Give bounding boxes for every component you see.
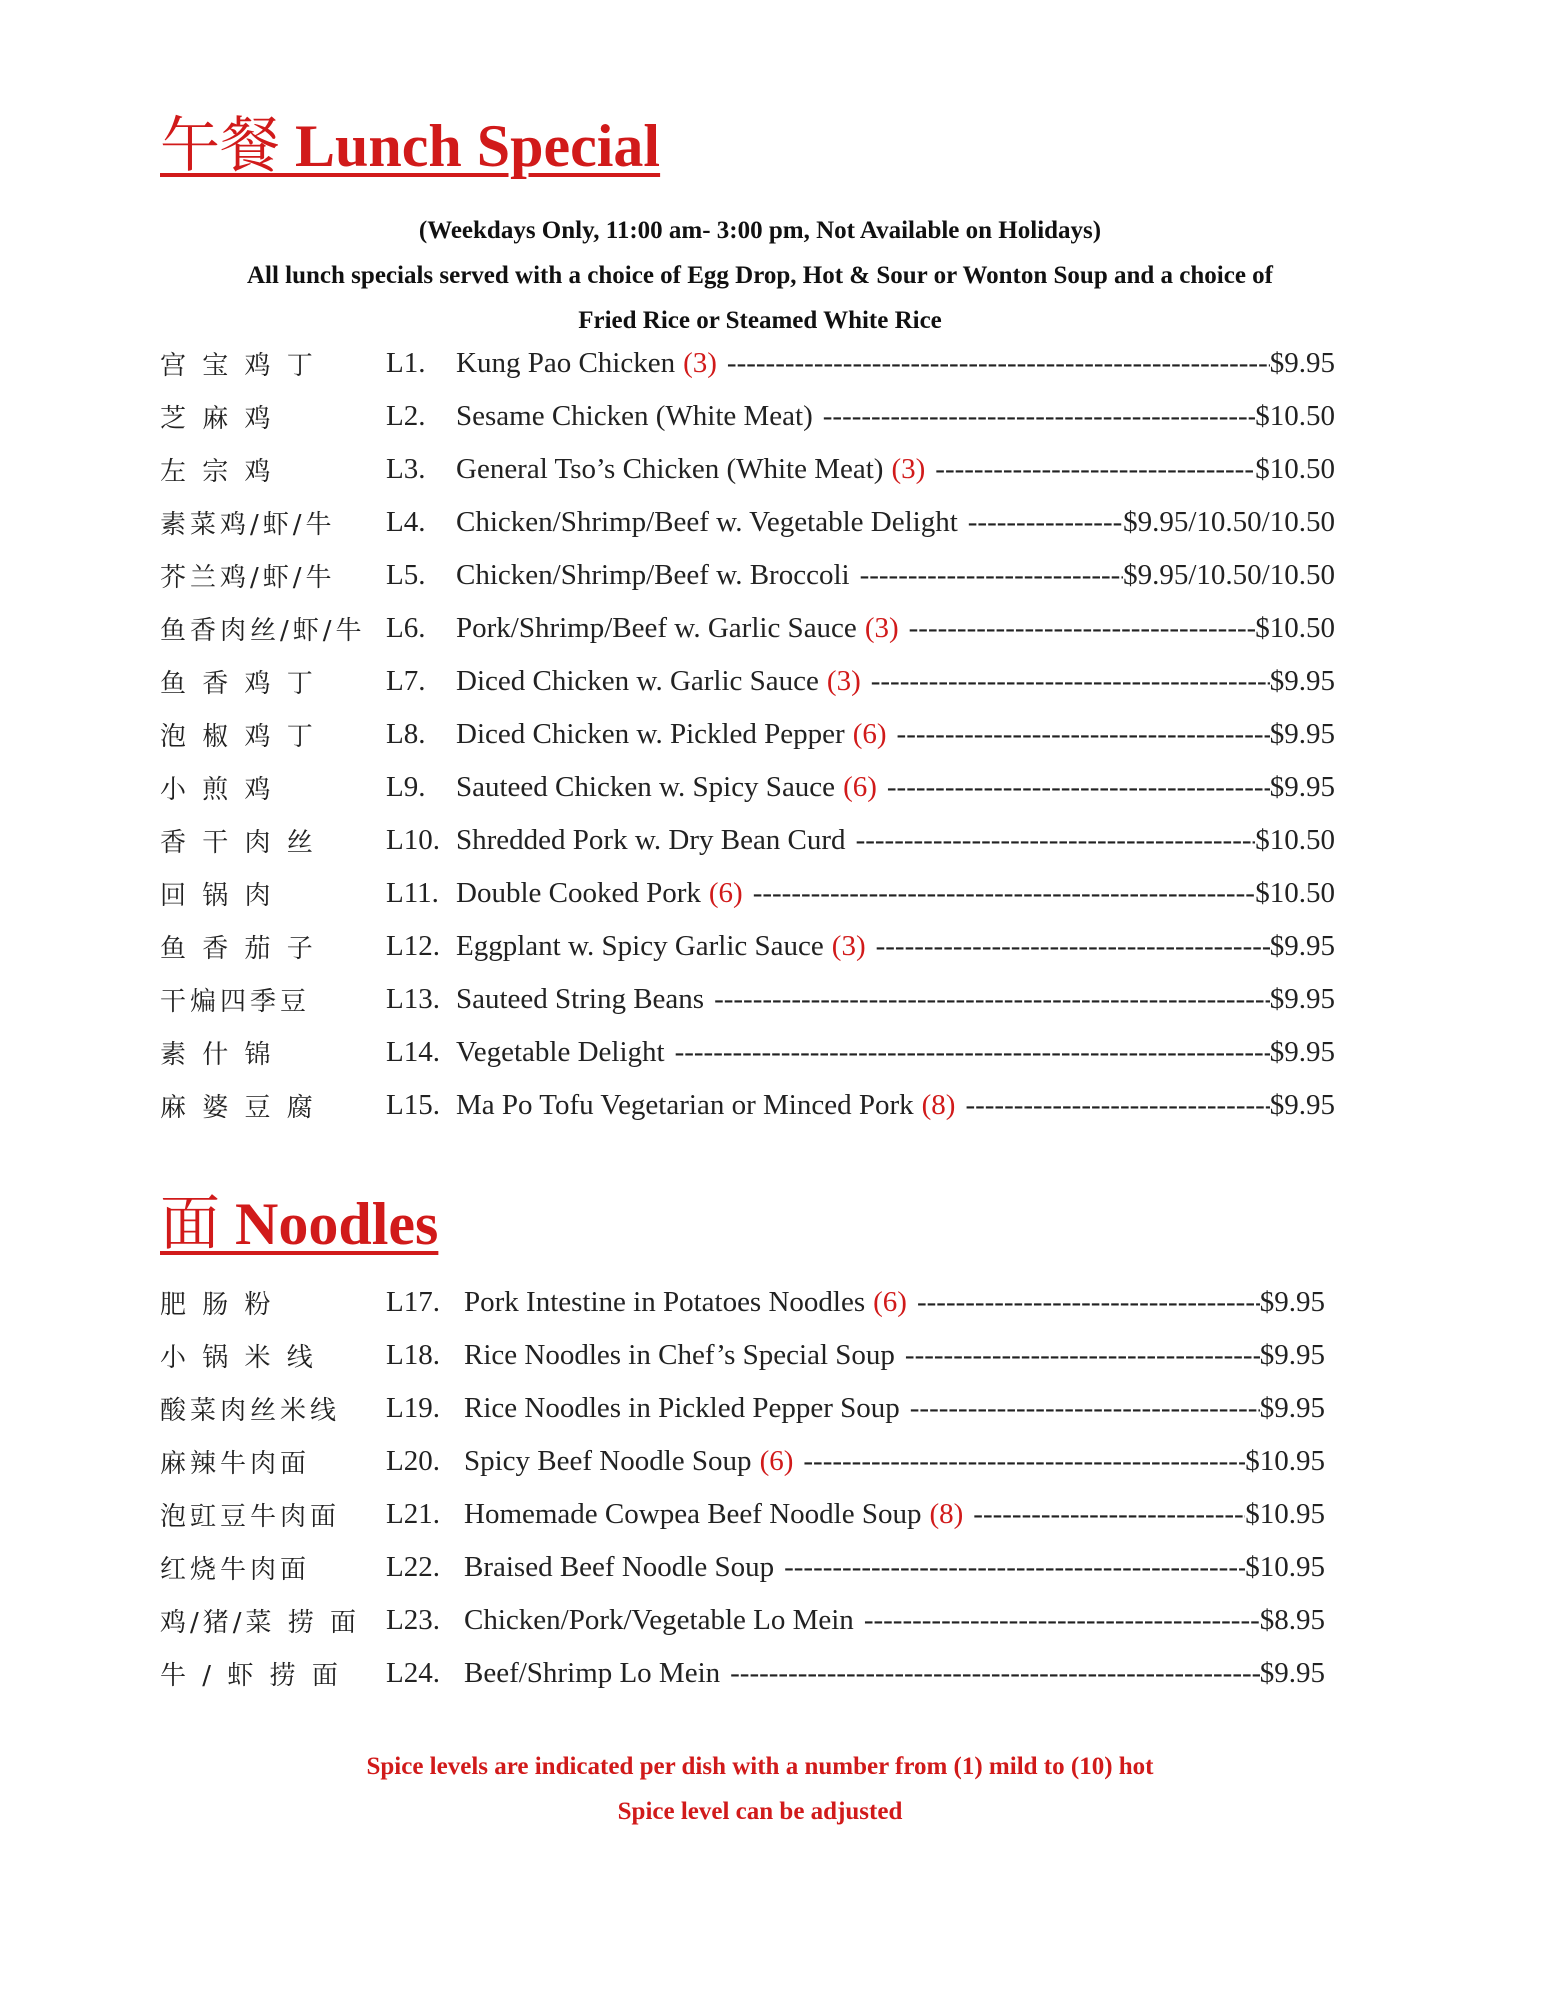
item-name-en: Eggplant w. Spicy Garlic Sauce <box>456 930 824 962</box>
item-price: $9.95 <box>1269 1036 1335 1068</box>
item-name-en: Sauteed String Beans <box>456 983 705 1015</box>
item-name-en: General Tso’s Chicken (White Meat) <box>456 453 884 485</box>
lunch-rice-note: Fried Rice or Steamed White Rice <box>578 307 942 334</box>
menu-item <box>160 1382 1325 1435</box>
item-price: $9.95 <box>1269 1089 1335 1121</box>
dot-leader <box>856 824 1256 857</box>
item-spice-level: (3) <box>891 453 926 485</box>
item-price: $10.50 <box>1255 400 1335 432</box>
menu-item <box>160 443 1335 496</box>
item-spice-level: (6) <box>873 1286 907 1318</box>
item-spice-level: (6) <box>852 718 887 750</box>
lunch-special-intro <box>160 208 1360 343</box>
item-spice-level: (3) <box>826 665 861 697</box>
item-code: L5. <box>386 559 426 591</box>
dot-leader <box>871 665 1270 698</box>
menu-item <box>160 1435 1325 1488</box>
item-name-cn: 红烧牛肉面 <box>160 1555 311 1585</box>
item-spice-level: (8) <box>921 1089 956 1121</box>
item-code: L9. <box>386 771 426 803</box>
dot-leader <box>753 877 1256 910</box>
dot-leader <box>714 983 1270 1016</box>
menu-item <box>160 1276 1325 1329</box>
menu-item <box>160 1079 1335 1132</box>
lunch-special-title-en: Lunch Special <box>295 113 661 179</box>
dot-leader <box>917 1286 1260 1319</box>
item-code: L20. <box>386 1445 440 1477</box>
item-price: $9.95 <box>1269 665 1335 697</box>
dot-leader <box>803 1445 1245 1478</box>
dot-leader <box>910 1392 1260 1425</box>
item-spice-level: (8) <box>929 1498 964 1530</box>
item-price: $10.95 <box>1245 1498 1325 1530</box>
item-name-en: Chicken/Shrimp/Beef w. Broccoli <box>456 559 850 591</box>
dot-leader <box>727 347 1270 380</box>
menu-item <box>160 1647 1325 1700</box>
item-code: L1. <box>386 347 426 379</box>
item-name-cn: 鱼 香 茄 子 <box>160 934 317 964</box>
dot-leader <box>823 400 1256 433</box>
item-price: $9.95 <box>1259 1392 1325 1424</box>
menu-item <box>160 390 1335 443</box>
noodles-title-cn: 面 <box>160 1189 220 1259</box>
item-code: L22. <box>386 1551 440 1583</box>
dot-leader <box>860 559 1124 592</box>
noodles-title <box>160 1188 438 1260</box>
item-name-cn: 肥 肠 粉 <box>160 1290 275 1320</box>
item-name-en: Rice Noodles in Chef’s Special Soup <box>464 1339 895 1371</box>
item-name-en: Diced Chicken w. Garlic Sauce <box>456 665 819 697</box>
menu-item <box>160 814 1335 867</box>
item-spice-level: (6) <box>708 877 743 909</box>
item-code: L17. <box>386 1286 440 1318</box>
item-price: $9.95/10.50/10.50 <box>1123 506 1335 538</box>
item-code: L7. <box>386 665 426 697</box>
dot-leader <box>909 612 1256 645</box>
menu-item <box>160 1541 1325 1594</box>
lunch-special-title <box>160 110 660 182</box>
item-name-en: Braised Beef Noodle Soup <box>464 1551 775 1583</box>
dot-leader <box>905 1339 1260 1372</box>
item-name-cn: 泡 椒 鸡 丁 <box>160 722 317 752</box>
item-spice-level: (6) <box>843 771 877 803</box>
item-code: L13. <box>386 983 440 1015</box>
lunch-soup-note: All lunch specials served with a choice of Egg Drop, Hot & Sour or Wonton Soup and a choice of <box>246 262 1273 289</box>
item-code: L8. <box>386 718 426 750</box>
dot-leader <box>973 1498 1245 1531</box>
item-name-cn: 干煸四季豆 <box>160 987 311 1017</box>
item-price: $8.95 <box>1259 1604 1325 1636</box>
item-price: $9.95 <box>1269 983 1335 1015</box>
item-price: $9.95 <box>1269 771 1335 803</box>
item-name-en: Shredded Pork w. Dry Bean Curd <box>456 824 846 856</box>
item-code: L4. <box>386 506 426 538</box>
item-code: L21. <box>386 1498 440 1530</box>
noodles-title-en: Noodles <box>235 1191 439 1257</box>
dot-leader <box>784 1551 1245 1584</box>
menu-item <box>160 602 1335 655</box>
item-code: L12. <box>386 930 440 962</box>
item-name-en: Pork Intestine in Potatoes Noodles <box>464 1286 866 1318</box>
item-code: L24. <box>386 1657 440 1689</box>
item-name-cn: 小 锅 米 线 <box>160 1343 317 1373</box>
item-name-cn: 鱼香肉丝/虾/牛 <box>160 616 366 646</box>
item-name-en: Beef/Shrimp Lo Mein <box>464 1657 721 1689</box>
item-price: $9.95 <box>1259 1286 1325 1318</box>
spice-level-note: Spice levels are indicated per dish with a number from (1) mild to (10) hot <box>366 1753 1154 1780</box>
item-name-cn: 左 宗 鸡 <box>160 457 275 487</box>
menu-item <box>160 920 1335 973</box>
item-name-cn: 泡豇豆牛肉面 <box>160 1502 341 1532</box>
item-price: $9.95 <box>1269 347 1335 379</box>
dot-leader <box>730 1657 1260 1690</box>
item-spice-level: (3) <box>831 930 866 962</box>
item-price: $10.50 <box>1255 824 1335 856</box>
item-name-en: Ma Po Tofu Vegetarian or Minced Pork <box>456 1089 914 1121</box>
item-name-cn: 芥兰鸡/虾/牛 <box>160 563 336 593</box>
item-price: $10.50 <box>1255 453 1335 485</box>
item-name-en: Diced Chicken w. Pickled Pepper <box>456 718 845 750</box>
item-code: L3. <box>386 453 426 485</box>
item-name-en: Rice Noodles in Pickled Pepper Soup <box>464 1392 900 1424</box>
item-code: L11. <box>386 877 439 909</box>
dot-leader <box>876 930 1270 963</box>
dot-leader <box>935 453 1255 486</box>
item-name-cn: 宫 宝 鸡 丁 <box>160 351 317 381</box>
menu-item <box>160 1329 1325 1382</box>
item-name-en: Double Cooked Pork <box>456 877 701 909</box>
item-code: L14. <box>386 1036 440 1068</box>
item-price: $9.95 <box>1269 718 1335 750</box>
menu-item <box>160 549 1335 602</box>
item-name-cn: 芝 麻 鸡 <box>160 404 275 434</box>
menu-item <box>160 1488 1325 1541</box>
menu-item <box>160 1594 1325 1647</box>
dot-leader <box>887 771 1270 804</box>
item-price: $10.50 <box>1255 612 1335 644</box>
item-name-cn: 鱼 香 鸡 丁 <box>160 669 317 699</box>
item-name-cn: 麻辣牛肉面 <box>160 1449 311 1479</box>
menu-item <box>160 655 1335 708</box>
item-price: $10.95 <box>1245 1445 1325 1477</box>
item-price: $9.95 <box>1259 1657 1325 1689</box>
item-name-en: Homemade Cowpea Beef Noodle Soup <box>464 1498 922 1530</box>
item-code: L10. <box>386 824 440 856</box>
spice-adjust-note: Spice level can be adjusted <box>617 1798 903 1825</box>
item-name-en: Sauteed Chicken w. Spicy Sauce <box>456 771 836 803</box>
item-spice-level: (6) <box>759 1445 794 1477</box>
spice-footer <box>160 1744 1360 1834</box>
item-price: $9.95 <box>1269 930 1335 962</box>
item-name-cn: 鸡/猪/菜 捞 面 <box>160 1608 361 1638</box>
item-name-cn: 回 锅 肉 <box>160 881 275 911</box>
menu-item <box>160 867 1335 920</box>
item-name-cn: 小 煎 鸡 <box>160 775 275 805</box>
item-price: $9.95 <box>1259 1339 1325 1371</box>
item-name-cn: 素 什 锦 <box>160 1040 275 1070</box>
item-code: L18. <box>386 1339 440 1371</box>
item-price: $9.95/10.50/10.50 <box>1123 559 1335 591</box>
item-name-cn: 牛 / 虾 捞 面 <box>160 1661 342 1691</box>
item-code: L23. <box>386 1604 440 1636</box>
item-spice-level: (3) <box>864 612 899 644</box>
menu-item <box>160 761 1335 814</box>
item-name-cn: 香 干 肉 丝 <box>160 828 317 858</box>
noodles-list <box>160 1276 1325 1700</box>
menu-item <box>160 708 1335 761</box>
dot-leader <box>968 506 1123 539</box>
lunch-hours-note: (Weekdays Only, 11:00 am- 3:00 pm, Not Available on Holidays) <box>418 217 1102 244</box>
item-name-en: Sesame Chicken (White Meat) <box>456 400 813 432</box>
dot-leader <box>864 1604 1260 1637</box>
item-name-en: Spicy Beef Noodle Soup <box>464 1445 752 1477</box>
item-name-en: Chicken/Pork/Vegetable Lo Mein <box>464 1604 854 1636</box>
item-price: $10.95 <box>1245 1551 1325 1583</box>
item-name-en: Kung Pao Chicken <box>456 347 676 379</box>
item-name-en: Chicken/Shrimp/Beef w. Vegetable Delight <box>456 506 958 538</box>
item-price: $10.50 <box>1255 877 1335 909</box>
menu-item <box>160 496 1335 549</box>
item-code: L15. <box>386 1089 440 1121</box>
dot-leader <box>675 1036 1270 1069</box>
item-code: L19. <box>386 1392 440 1424</box>
item-name-cn: 素菜鸡/虾/牛 <box>160 510 336 540</box>
item-code: L6. <box>386 612 426 644</box>
item-name-en: Vegetable Delight <box>456 1036 665 1068</box>
dot-leader <box>897 718 1270 751</box>
menu-item <box>160 1026 1335 1079</box>
lunch-special-list <box>160 337 1335 1132</box>
item-code: L2. <box>386 400 426 432</box>
dot-leader <box>965 1089 1269 1122</box>
lunch-special-title-cn: 午餐 <box>160 111 280 181</box>
item-spice-level: (3) <box>683 347 717 379</box>
menu-item <box>160 973 1335 1026</box>
menu-item <box>160 337 1335 390</box>
item-name-en: Pork/Shrimp/Beef w. Garlic Sauce <box>456 612 857 644</box>
item-name-cn: 麻 婆 豆 腐 <box>160 1093 317 1123</box>
item-name-cn: 酸菜肉丝米线 <box>160 1396 341 1426</box>
